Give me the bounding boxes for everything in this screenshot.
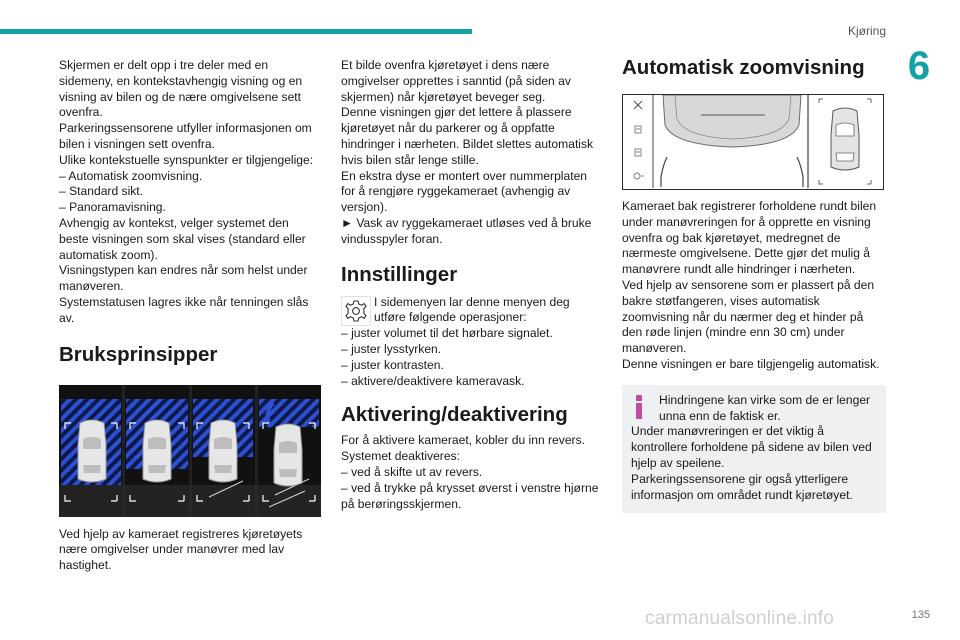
paragraph: Et bilde ovenfra kjøretøyet i dens nære omgivelser opprettes i sanntid (på siden av skjermen) når kjøretøyet beveger seg. (341, 58, 571, 104)
paragraph: Denne visningen gjør det lettere å plassere kjøretøyet når du parkerer og å oppfatte hindringer i nærheten. Bildet slettes automatisk hvis bilen står lenge stille. (341, 105, 594, 167)
heading-innstillinger: Innstillinger (341, 262, 458, 286)
page-number: 135 (911, 609, 930, 621)
list-item: – juster volumet til det hørbare signalet. (341, 326, 553, 341)
activation-section (341, 433, 603, 512)
list-item: – Panoramavisning. (59, 200, 166, 215)
usage-principle-illustration (59, 385, 321, 517)
watermark: carmanualsonline.info (645, 608, 835, 629)
list-item: – juster lysstyrken. (341, 341, 442, 356)
info-note (622, 385, 886, 514)
gear-icon (341, 296, 371, 326)
paragraph: Ulike kontekstuelle synspunkter er tilgjengelige: (59, 152, 314, 167)
column-1 (59, 58, 321, 574)
auto-zoom-screen-illustration (622, 94, 884, 190)
column-3 (622, 56, 886, 513)
paragraph: Systemet deaktiveres: (341, 449, 460, 464)
list-item: – ved å skifte ut av revers. (341, 464, 483, 479)
parking-sequence-graphic (59, 385, 321, 517)
settings-intro (341, 295, 603, 327)
chapter-number: 6 (907, 44, 931, 88)
paragraph: Parkeringssensorene utfyller informasjonen om bilen i visningen sett ovenfra. (59, 121, 312, 151)
note-paragraph: Under manøvreringen er det viktig å kontrollere forholdene på sidene av bilen ved hjelp av speilene. (631, 424, 872, 470)
note-first-line: Hindringene kan virke som de er lenger unna enn de faktisk er. (659, 392, 871, 423)
list-item: – juster kontrasten. (341, 357, 444, 372)
header-accent-bar (0, 29, 472, 34)
touchscreen-graphic (623, 95, 882, 188)
instruction-step: ► Vask av ryggekameraet utløses ved å bruke vindusspyler foran. (341, 215, 592, 246)
paragraph: Systemstatusen lagres ikke når tenningen slås av. (59, 294, 309, 325)
info-icon (633, 393, 647, 419)
paragraph: Avhengig av kontekst, velger systemet den beste visningen som skal vises (standard eller automatisk zoom). (59, 215, 306, 262)
heading-automatisk-zoomvisning: Automatisk zoomvisning (622, 56, 865, 79)
note-paragraph: Parkeringssensorene gir også ytterligere informasjon om området rundt kjøretøyet. (631, 471, 853, 502)
paragraph: Denne visningen er bare tilgjengelig automatisk. (622, 356, 880, 371)
paragraph: En ekstra dyse er montert over nummerplaten for å rengjøre ryggekameraet (avhengig av versjon). (341, 168, 588, 215)
paragraph: Ved hjelp av sensorene som er plassert på den bakre støtfangeren, vises automatisk zoomvisning når du nærmer deg et hinder på den røde linjen (mindre enn 30 cm) under manøveren. (622, 277, 875, 356)
paragraph: Skjermen er delt opp i tre deler med en sidemeny, en kontekstavhengig visning og en visning av bilen og de nære omgivelsene sett ovenfra. (59, 58, 303, 120)
heading-bruksprinsipper: Bruksprinsipper (59, 342, 218, 366)
column-2 (341, 58, 603, 512)
figure-caption: Ved hjelp av kameraet registreres kjøretøyets nære omgivelser under manøvrer med lav hastighet. (59, 526, 303, 573)
paragraph: Visningstypen kan endres når som helst under manøveren. (59, 263, 308, 294)
paragraph: For å aktivere kameraet, kobler du inn revers. (341, 433, 585, 448)
list-item: – ved å trykke på krysset øverst i venstre hjørne på berøringsskjermen. (341, 480, 599, 511)
section-title: Kjøring (847, 24, 886, 38)
list-item: – Standard sikt. (59, 184, 144, 199)
list-item: – aktivere/deaktivere kameravask. (341, 373, 525, 388)
settings-description: I sidemenyen lar denne menyen deg utføre følgende operasjoner: (374, 294, 570, 325)
paragraph: Kameraet bak registrerer forholdene rundt bilen under manøvreringen for å opprette en visning ovenfra og bak kjøretøyet, medregnet de nærmeste omgivelsene. Dette gjør det mulig å manøvrere rundt alle hindringer i nærheten. (622, 199, 877, 277)
list-item: – Automatisk zoomvisning. (59, 168, 203, 183)
heading-aktivering: Aktivering/deaktivering (341, 403, 568, 427)
auto-zoom-body (622, 199, 886, 373)
car-top-view (831, 108, 859, 170)
